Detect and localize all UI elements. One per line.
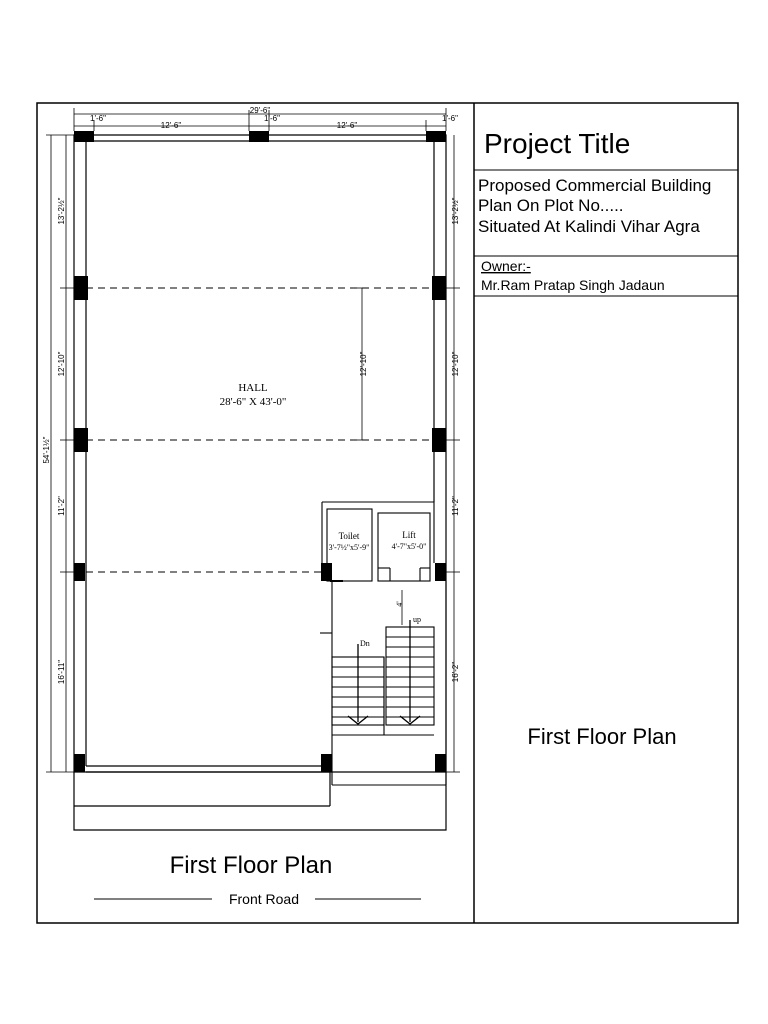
dim-top-overall: 29'-6" (249, 106, 271, 115)
dim-top-span-left: 12'-6" (160, 121, 182, 130)
description-line-3: Situated At Kalindi Vihar Agra (478, 217, 700, 236)
lift-size: 4'-7"x5'-0" (391, 542, 427, 551)
dim-right-bay-4: 16'-2" (451, 661, 460, 683)
dim-right-bay-1: 13'-2½" (451, 197, 460, 225)
dim-hall-inner-span: 12'-10" (359, 351, 368, 377)
stair-up-label: up (413, 615, 421, 624)
description-line-2: Plan On Plot No..... (478, 196, 624, 215)
toilet-size: 3'-7½"x5'-9" (328, 543, 370, 552)
plan-title: First Floor Plan (169, 852, 333, 879)
dim-top-span-right: 12'-6" (336, 121, 358, 130)
dim-right-bay-2: 12'-10" (451, 351, 460, 377)
step-note: 4' (395, 601, 404, 607)
hall-size: 28'-6" X 43'-0" (219, 396, 287, 408)
building-outline (74, 135, 446, 830)
dim-left-bay-2: 12'-10" (57, 351, 66, 377)
sheet-name: First Floor Plan (527, 724, 677, 749)
beam-lines (86, 288, 434, 572)
columns (74, 131, 446, 772)
stair-down-label: Dn (360, 639, 370, 648)
owner-name: Mr.Ram Pratap Singh Jadaun (481, 277, 665, 293)
lift-label: Lift (402, 530, 416, 540)
dim-top-col-left: 1'-6" (90, 114, 106, 123)
front-road-label: Front Road (228, 891, 300, 907)
owner-label: Owner:- (481, 258, 531, 274)
dim-left-bay-1: 13'-2½" (57, 197, 66, 225)
hall-label: HALL (238, 382, 268, 394)
toilet-label: Toilet (338, 531, 360, 541)
dim-left-bay-3: 11'-2" (57, 496, 66, 516)
project-title: Project Title (484, 128, 631, 159)
dim-left-overall: 54'-1½" (42, 436, 51, 464)
dim-right-bay-3: 11'-2" (451, 496, 460, 516)
dim-left-bay-4: 16'-11" (57, 659, 66, 685)
dim-top-col-right: 1'-6" (442, 114, 458, 123)
stair-treads (332, 637, 434, 717)
description-line-1: Proposed Commercial Building (478, 176, 712, 195)
dim-top-col-mid: 1'-6" (264, 114, 280, 123)
